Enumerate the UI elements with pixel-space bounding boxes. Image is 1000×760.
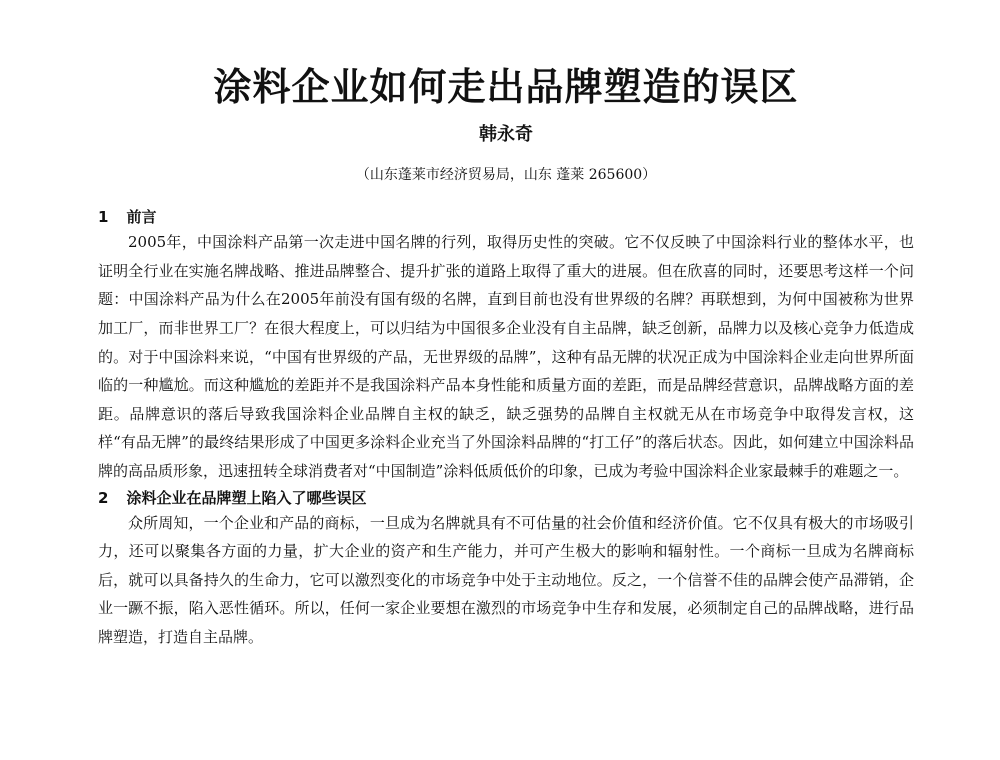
section-2-paragraph: 众所周知，一个企业和产品的商标，一旦成为名牌就具有不可估量的社会价值和经济价值。它不仅具有极大的市场吸引力，还可以聚集各方面的力量，扩大企业的资产和生产能力，并可产生极大的影响和辐射性。一个商标一旦成为名牌商标后，就可以具备持久的生命力，它可以激烈变化的市场竞争中处于主动地位。反之，一个信誉不佳的品牌会使产品滞销，企业一蹶不振，陷入恶性循环。所以，任何一家企业要想在激烈的市场竞争中生存和发展，必须制定自己的品牌战略，进行品牌塑造，打造自主品牌。 — [98, 513, 914, 646]
paper-title: 涂料企业如何走出品牌塑造的误区 — [213, 64, 799, 109]
section-heading-1 — [98, 208, 914, 226]
section-heading-2 — [98, 489, 914, 507]
section-number: 1 — [98, 208, 109, 227]
section-heading-text: 涂料企业在品牌塑上陷入了哪些误区 — [126, 488, 367, 507]
section-number: 2 — [98, 488, 109, 507]
section-heading-text: 前言 — [126, 208, 157, 227]
section-1-paragraph: 2005年，中国涂料产品第一次走进中国名牌的行列，取得历史性的突破。它不仅反映了中国涂料行业的整体水平，也证明全行业在实施名牌战略、推进品牌整合、提升扩张的道路上取得了重大的进展。但在欣喜的同时，还要思考这样一个问题：中国涂料产品为什么在2005年前没有国有级的名牌，直到目前也没有世界级的名牌？再联想到，为何中国被称为世界加工厂，而非世界工厂？在很大程度上，可以归结为中国很多企业没有自主品牌，缺乏创新，品牌力以及核心竞争力低造成的。对于中国涂料来说，“中国有世界级的产品，无世界级的品牌”，这种有品无牌的状况正成为中国涂料企业走向世界所面临的一种尴尬。而这种尴尬的差距并不是我国涂料产品本身性能和质量方面的差距，而是品牌经营意识，品牌战略方面的差距。品牌意识的落后导致我国涂料企业品牌自主权的缺乏，缺乏强势的品牌自主权就无从在市场竞争中取得发言权，这样“有品无牌”的最终结果形成了中国更多涂料企业充当了外国涂料品牌的“打工仔”的落后状态。因此，如何建立中国涂料品牌的高品质形象，迅速扭转全球消费者对“中国制造”涂料低质低价的印象，已成为考验中国涂料企业家最棘手的难题之一。 — [98, 233, 914, 480]
author-name: 韩永奇 — [479, 123, 533, 145]
author-affiliation: （山东蓬莱市经济贸易局，山东 蓬莱 265600） — [355, 167, 657, 184]
